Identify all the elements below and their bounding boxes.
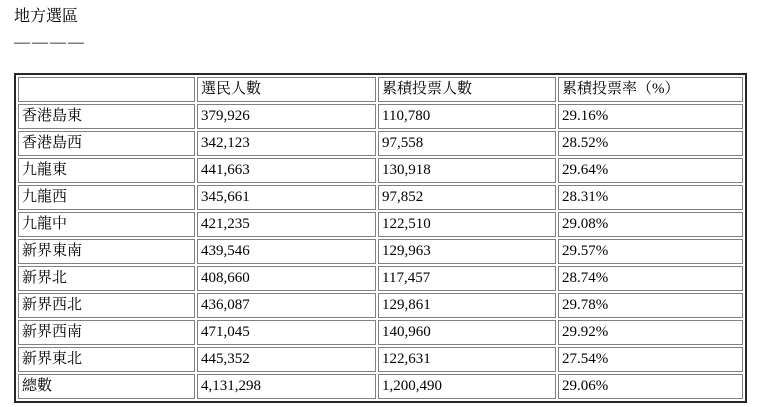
col-header-electors: 選民人數 bbox=[197, 77, 376, 102]
votes-cell: 130,918 bbox=[378, 158, 556, 183]
row-header-cell: 九龍西 bbox=[18, 185, 195, 210]
electors-cell: 436,087 bbox=[197, 293, 376, 318]
rate-cell: 27.54% bbox=[558, 347, 743, 372]
table-row bbox=[18, 131, 743, 156]
row-header-cell: 香港島西 bbox=[18, 131, 195, 156]
col-header-votes: 累積投票人數 bbox=[378, 77, 556, 102]
table-row bbox=[18, 104, 743, 129]
votes-cell: 117,457 bbox=[378, 266, 556, 291]
electors-cell: 345,661 bbox=[197, 185, 376, 210]
votes-cell: 122,510 bbox=[378, 212, 556, 237]
row-header-cell: 總數 bbox=[18, 374, 195, 399]
col-header-empty bbox=[18, 77, 195, 102]
table-row bbox=[18, 266, 743, 291]
col-header-rate: 累積投票率（%） bbox=[558, 77, 743, 102]
votes-cell: 97,558 bbox=[378, 131, 556, 156]
rate-cell: 28.31% bbox=[558, 185, 743, 210]
table-row bbox=[18, 158, 743, 183]
row-header-cell: 新界西南 bbox=[18, 320, 195, 345]
table-row total-row bbox=[18, 374, 743, 399]
votes-cell: 129,963 bbox=[378, 239, 556, 264]
table-row bbox=[18, 293, 743, 318]
votes-cell: 122,631 bbox=[378, 347, 556, 372]
electors-cell: 445,352 bbox=[197, 347, 376, 372]
title-separator: ———— bbox=[14, 34, 86, 51]
electors-cell: 441,663 bbox=[197, 158, 376, 183]
votes-cell: 129,861 bbox=[378, 293, 556, 318]
row-header-cell: 新界北 bbox=[18, 266, 195, 291]
table-row bbox=[18, 212, 743, 237]
electors-cell: 342,123 bbox=[197, 131, 376, 156]
row-header-cell: 新界東北 bbox=[18, 347, 195, 372]
electors-cell: 439,546 bbox=[197, 239, 376, 264]
table-header-row bbox=[18, 77, 743, 102]
row-header-cell: 新界東南 bbox=[18, 239, 195, 264]
rate-cell: 29.78% bbox=[558, 293, 743, 318]
table-row bbox=[18, 239, 743, 264]
electors-cell: 4,131,298 bbox=[197, 374, 376, 399]
votes-cell: 1,200,490 bbox=[378, 374, 556, 399]
rate-cell: 28.52% bbox=[558, 131, 743, 156]
row-header-cell: 九龍東 bbox=[18, 158, 195, 183]
rate-cell: 29.16% bbox=[558, 104, 743, 129]
rate-cell: 29.57% bbox=[558, 239, 743, 264]
electors-cell: 379,926 bbox=[197, 104, 376, 129]
row-header-cell: 新界西北 bbox=[18, 293, 195, 318]
turnout-table bbox=[14, 73, 747, 403]
row-header-cell: 香港島東 bbox=[18, 104, 195, 129]
page-title: 地方選區 bbox=[14, 8, 79, 25]
table-row bbox=[18, 185, 743, 210]
rate-cell: 29.92% bbox=[558, 320, 743, 345]
electors-cell: 421,235 bbox=[197, 212, 376, 237]
rate-cell: 28.74% bbox=[558, 266, 743, 291]
table-row bbox=[18, 320, 743, 345]
electors-cell: 408,660 bbox=[197, 266, 376, 291]
votes-cell: 110,780 bbox=[378, 104, 556, 129]
electors-cell: 471,045 bbox=[197, 320, 376, 345]
rate-cell: 29.08% bbox=[558, 212, 743, 237]
rate-cell: 29.06% bbox=[558, 374, 743, 399]
row-header-cell: 九龍中 bbox=[18, 212, 195, 237]
votes-cell: 97,852 bbox=[378, 185, 556, 210]
votes-cell: 140,960 bbox=[378, 320, 556, 345]
rate-cell: 29.64% bbox=[558, 158, 743, 183]
table-row bbox=[18, 347, 743, 372]
